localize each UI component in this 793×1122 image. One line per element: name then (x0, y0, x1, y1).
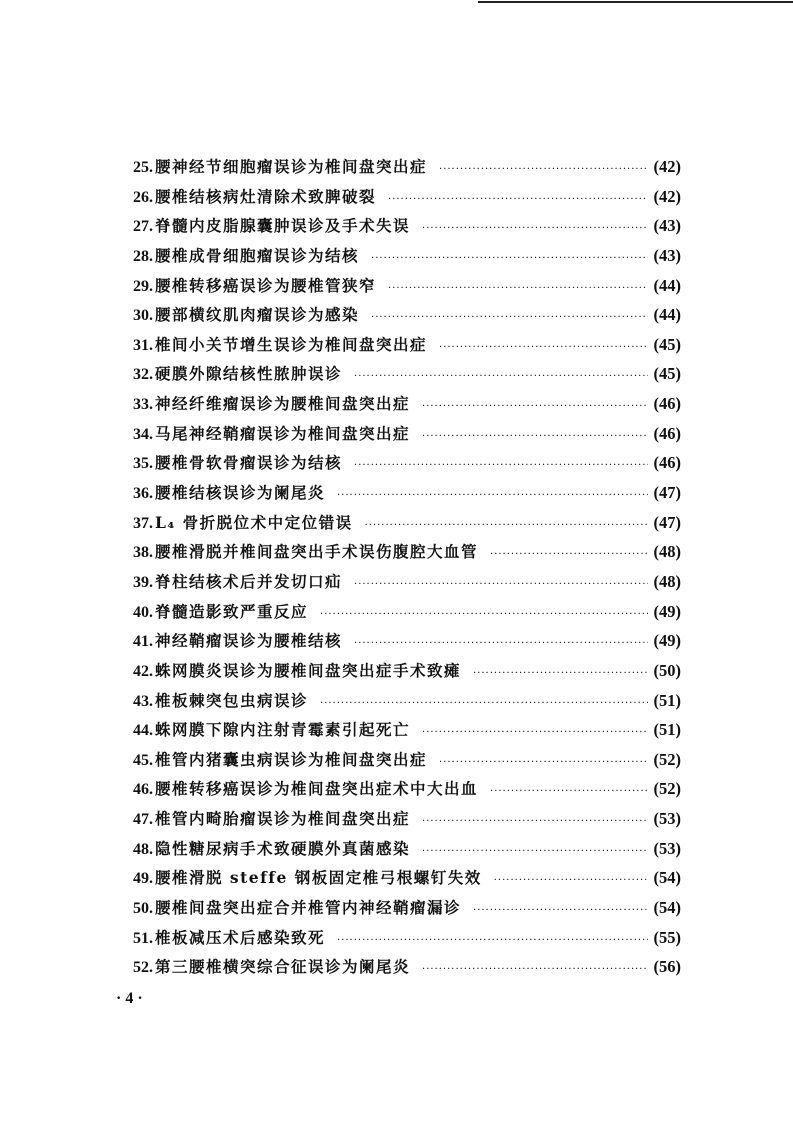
entry-page: (55) (653, 927, 681, 947)
entry-title: 腰椎成骨细胞瘤误诊为结核 (155, 245, 360, 265)
entry-number: 46. (133, 781, 153, 799)
entry-page: (45) (653, 334, 681, 354)
toc-entry[interactable] (133, 926, 681, 956)
dot-leader (422, 431, 647, 442)
entry-page: (48) (653, 542, 681, 562)
entry-number: 30. (133, 307, 153, 325)
toc-entry[interactable] (133, 511, 681, 541)
entry-title: 隐性糖尿病手术致硬膜外真菌感染 (155, 838, 411, 858)
dot-leader (337, 935, 647, 946)
entry-number: 48. (133, 840, 153, 858)
toc-entry[interactable] (133, 896, 681, 926)
dot-leader (422, 816, 647, 827)
dot-leader (422, 401, 647, 412)
entry-title: 椎间小关节增生误诊为椎间盘突出症 (155, 334, 428, 354)
entry-number: 42. (133, 662, 153, 680)
entry-number: 44. (133, 722, 153, 740)
dot-leader (494, 875, 648, 886)
toc-entry[interactable] (133, 659, 681, 689)
toc-entry[interactable] (133, 955, 681, 985)
dot-leader (354, 371, 647, 382)
entry-title: 腰椎滑脱 steffe 钢板固定椎弓根螺钉失效 (155, 868, 482, 888)
entry-number: 33. (133, 396, 153, 414)
entry-title: L₄ 骨折脱位术中定位错误 (155, 512, 353, 532)
entry-page: (52) (653, 749, 681, 769)
dot-leader (490, 549, 647, 560)
entry-title: 椎管内畸胎瘤误诊为椎间盘突出症 (155, 809, 411, 829)
entry-page: (49) (653, 631, 681, 651)
entry-title: 硬膜外隙结核性脓肿误诊 (155, 364, 343, 384)
dot-leader (473, 668, 647, 679)
entry-number: 35. (133, 455, 153, 473)
entry-number: 29. (133, 277, 153, 295)
dot-leader (422, 846, 647, 857)
toc-entry[interactable] (133, 422, 681, 452)
entry-page: (53) (653, 838, 681, 858)
entry-number: 34. (133, 425, 153, 443)
entry-title: 椎板棘突包虫病误诊 (155, 690, 309, 710)
entry-title: 腰椎滑脱并椎间盘突出手术误伤腹腔大血管 (155, 542, 479, 562)
dot-leader (490, 786, 647, 797)
entry-title: 椎板减压术后感染致死 (155, 927, 326, 947)
entry-number: 52. (133, 959, 153, 977)
entry-number: 37. (133, 514, 153, 532)
toc-entry[interactable] (133, 155, 681, 185)
entry-number: 51. (133, 929, 153, 947)
dot-leader (439, 164, 647, 175)
dot-leader (354, 460, 647, 471)
entry-title: 神经鞘瘤误诊为腰椎结核 (155, 631, 343, 651)
toc-entry[interactable] (133, 600, 681, 630)
toc-entry[interactable] (133, 807, 681, 837)
entry-page: (48) (653, 571, 681, 591)
entry-page: (53) (653, 809, 681, 829)
entry-page: (54) (653, 898, 681, 918)
toc-entry[interactable] (133, 481, 681, 511)
entry-title: 第三腰椎横突综合征误诊为阑尾炎 (155, 957, 411, 977)
toc-entry[interactable] (133, 748, 681, 778)
entry-title: 脊柱结核术后并发切口疝 (155, 571, 343, 591)
toc-entry[interactable] (133, 837, 681, 867)
dot-leader (371, 312, 647, 323)
entry-title: 脊髓造影致严重反应 (155, 601, 309, 621)
toc-entry[interactable] (133, 214, 681, 244)
toc-entry[interactable] (133, 451, 681, 481)
entry-page: (47) (653, 512, 681, 532)
entry-page: (47) (653, 483, 681, 503)
entry-number: 36. (133, 485, 153, 503)
entry-number: 39. (133, 573, 153, 591)
dot-leader (422, 223, 647, 234)
toc-entry[interactable] (133, 570, 681, 600)
dot-leader (422, 964, 647, 975)
entry-number: 49. (133, 870, 153, 888)
toc-entry[interactable] (133, 777, 681, 807)
entry-title: 腰椎间盘突出症合并椎管内神经鞘瘤漏诊 (155, 898, 462, 918)
entry-number: 28. (133, 247, 153, 265)
dot-leader (320, 698, 647, 709)
dot-leader (439, 342, 647, 353)
entry-page: (46) (653, 453, 681, 473)
top-rule (478, 1, 793, 3)
entry-number: 40. (133, 603, 153, 621)
table-of-contents (133, 155, 681, 985)
toc-entry[interactable] (133, 303, 681, 333)
entry-title: 脊髓内皮脂腺囊肿误诊及手术失误 (155, 216, 411, 236)
dot-leader (320, 609, 647, 620)
entry-title: 蛛网膜下隙内注射青霉素引起死亡 (155, 720, 411, 740)
entry-page: (44) (653, 305, 681, 325)
entry-page: (54) (653, 868, 681, 888)
entry-page: (42) (653, 186, 681, 206)
entry-page: (46) (653, 423, 681, 443)
entry-title: 腰椎结核病灶清除术致脾破裂 (155, 186, 377, 206)
toc-entry[interactable] (133, 362, 681, 392)
toc-entry[interactable] (133, 866, 681, 896)
toc-entry[interactable] (133, 718, 681, 748)
toc-entry[interactable] (133, 689, 681, 719)
toc-entry[interactable] (133, 274, 681, 304)
entry-number: 47. (133, 811, 153, 829)
entry-page: (43) (653, 245, 681, 265)
entry-title: 腰神经节细胞瘤误诊为椎间盘突出症 (155, 157, 428, 176)
entry-page: (42) (653, 157, 681, 176)
toc-entry[interactable] (133, 540, 681, 570)
dot-leader (422, 727, 647, 738)
entry-title: 神经纤维瘤误诊为腰椎间盘突出症 (155, 394, 411, 414)
toc-entry[interactable] (133, 392, 681, 422)
entry-number: 31. (133, 336, 153, 354)
entry-title: 腰椎转移癌误诊为椎间盘突出症术中大出血 (155, 779, 479, 799)
dot-leader (337, 490, 647, 501)
entry-page: (51) (653, 720, 681, 740)
toc-entry[interactable] (133, 185, 681, 215)
entry-title: 椎管内猪囊虫病误诊为椎间盘突出症 (155, 749, 428, 769)
dot-leader (388, 283, 647, 294)
entry-number: 25. (133, 159, 153, 176)
entry-number: 26. (133, 188, 153, 206)
dot-leader (473, 905, 647, 916)
entry-title: 蛛网膜炎误诊为腰椎间盘突出症手术致瘫 (155, 660, 462, 680)
entry-title: 腰椎转移癌误诊为腰椎管狭窄 (155, 275, 377, 295)
toc-entry[interactable] (133, 333, 681, 363)
dot-leader (388, 194, 647, 205)
entry-page: (49) (653, 601, 681, 621)
entry-page: (44) (653, 275, 681, 295)
dot-leader (371, 253, 647, 264)
entry-number: 38. (133, 544, 153, 562)
entry-page: (52) (653, 779, 681, 799)
toc-entry[interactable] (133, 629, 681, 659)
entry-number: 32. (133, 366, 153, 384)
entry-page: (45) (653, 364, 681, 384)
entry-title: 腰部横纹肌肉瘤误诊为感染 (155, 305, 360, 325)
entry-title: 腰椎骨软骨瘤误诊为结核 (155, 453, 343, 473)
dot-leader (354, 638, 647, 649)
entry-page: (51) (653, 690, 681, 710)
entry-number: 27. (133, 218, 153, 236)
page-number: · 4 · (116, 990, 143, 1007)
dot-leader (354, 579, 647, 590)
dot-leader (439, 757, 647, 768)
entry-number: 50. (133, 900, 153, 918)
entry-page: (50) (653, 660, 681, 680)
entry-title: 腰椎结核误诊为阑尾炎 (155, 483, 326, 503)
entry-page: (43) (653, 216, 681, 236)
entry-number: 45. (133, 751, 153, 769)
toc-entry[interactable] (133, 244, 681, 274)
entry-number: 43. (133, 692, 153, 710)
dot-leader (365, 520, 648, 531)
entry-title: 马尾神经鞘瘤误诊为椎间盘突出症 (155, 423, 411, 443)
entry-page: (56) (653, 957, 681, 977)
entry-page: (46) (653, 394, 681, 414)
entry-number: 41. (133, 633, 153, 651)
